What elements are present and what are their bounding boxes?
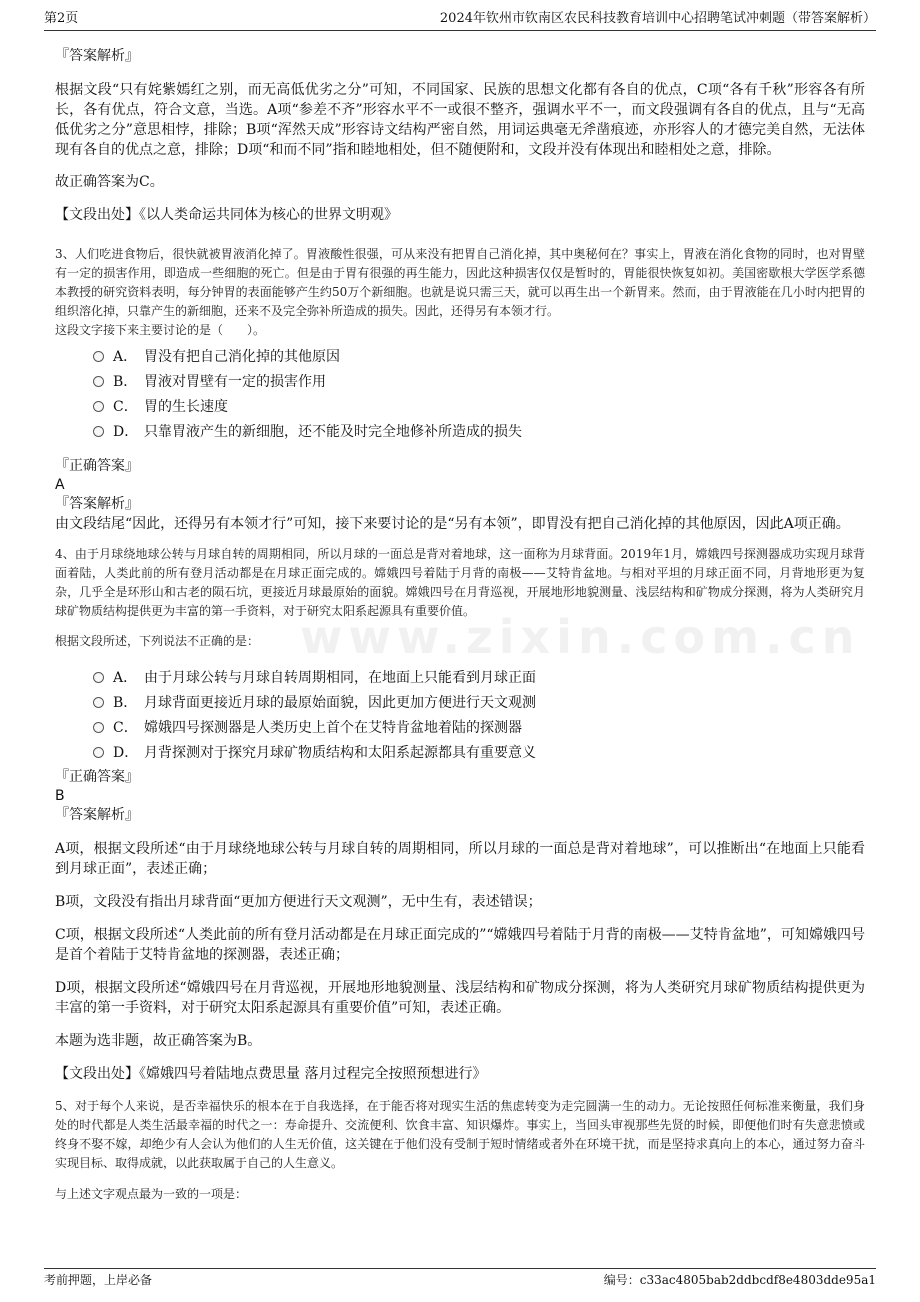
correct-answer-label: 『正确答案』 [55,458,139,474]
radio-icon[interactable] [93,376,104,387]
radio-icon[interactable] [93,351,104,362]
q3-stem: 3、人们吃进食物后，很快就被胃液消化掉了。胃液酸性很强，可从来没有把胃自己消化掉，其中奥秘何在？事实上，胃液在消化食物的同时，也对胃壁有一定的损害作用，即造成一些细胞的死亡。但是由于胃有很强的再生能力，因此这种损害仅仅是暂时的，胃能很快恢复如初。美国密歇根大学医学系德本教授的研究资料表明，每分钟胃的表面能够产生约50万个新细胞。也就是说只需三天，就可以再生出一个新胃来。然而，由于胃液能在几小时内把胃的组织溶化掉，只靠产生的新细胞，还来不及完全弥补所造成的损失。因此，还得另有本领才行。 [55,247,865,318]
page-footer [44,1268,876,1291]
q5-stem: 5、对于每个人来说，是否幸福快乐的根本在于自我选择，在于能否将对现实生活的焦虑转变为走完圆满一生的动力。无论按照任何标准来衡量，我们身处的时代都是人类生活最幸福的时代之一：寿命提升、交流便利、饮食丰富、知识爆炸。事实上，当回头审视那些先贤的时候，即便他们时有失意悲愤或终身不娶不嫁，却绝少有人会认为他们的人生无价值，这关键在于他们没有受制于短时情绪或者外在环境干扰，而是坚持求真向上的本心，通过努力奋斗实现目标、取得成就，以此获取属于自己的人生意义。 [55,1099,865,1170]
q2-conclusion: 故正确答案为C。 [55,174,164,190]
radio-icon[interactable] [93,722,104,733]
q4-option-c[interactable]: C． 嫦娥四号探测器是人类历史上首个在艾特肯盆地着陆的探测器 [93,715,865,740]
q4-source-title: 《嫦娥四号着陆地点费思量 落月过程完全按照预想进行》 [139,1066,487,1082]
answer-analysis-label: 『答案解析』 [55,807,139,823]
q4-analysis-b: B项，文段没有指出月球背面“更加方便进行天文观测”，无中生有，表述错误； [55,894,542,910]
q3-analysis: 由文段结尾“因此，还得另有本领才行”可知，接下来要讨论的是“另有本领”，即胃没有把自己消化掉的其他原因，因此A项正确。 [55,516,850,532]
q4-prompt: 根据文段所述，下列说法不正确的是： [55,634,260,648]
q4-answer: B [55,788,65,804]
q4-conclusion: 本题为选非题，故正确答案为B。 [55,1033,262,1049]
q4-analysis-a: A项，根据文段所述“由于月球绕地球公转与月球自转的周期相同，所以月球的一面总是背对着地球”，可以推断出“在地面上只能看到月球正面”，表述正确； [55,841,865,877]
q4-option-b[interactable]: B． 月球背面更接近月球的最原始面貌，因此更加方便进行天文观测 [93,690,865,715]
answer-analysis-label: 『答案解析』 [55,48,139,64]
source-label: 【文段出处】 [55,207,139,223]
radio-icon[interactable] [93,672,104,683]
q4-option-a[interactable]: A． 由于月球公转与月球自转周期相同，在地面上只能看到月球正面 [93,665,865,690]
page-header [44,8,876,31]
q2-analysis: 根据文段“只有姹紫嫣红之别，而无高低优劣之分”可知，不同国家、民族的思想文化都有各自的优点，C项“各有千秋”形容各有所长，各有优点，符合文意，当选。A项“参差不齐”形容水平不一或很不整齐，强调水平不一，而文段强调有各自的优点，且与“无高低优劣之分”意思相悖，排除；B项“浑然天成”形容诗文结构严密自然，用词运典毫无斧凿痕迹，亦形容人的才德完美自然，无法体现有各自的优点之意，排除；D项“和而不同”指和睦地相处，但不随便附和，文段并没有体现出和睦相处之意，排除。 [55,82,865,158]
q4-analysis-c: C项，根据文段所述“人类此前的所有登月活动都是在月球正面完成的”“嫦娥四号着陆于月背的南极——艾特肯盆地”，可知嫦娥四号是首个着陆于艾特肯盆地的探测器，表述正确； [55,927,865,963]
q2-source-title: 《以人类命运共同体为核心的世界文明观》 [139,207,398,223]
q4-source [55,1064,865,1084]
q4-analysis-d: D项，根据文段所述“嫦娥四号在月背巡视，开展地形地貌测量、浅层结构和矿物成分探测，将为人类研究月球矿物质结构提供更为丰富的第一手资料，对于研究太阳系起源具有重要价值”可知，表述正确。 [55,980,865,1016]
document-id: 编号：c33ac4805bab2ddbcdf8e4803dde95a1 [603,1273,876,1287]
q3-prompt: 这段文字接下来主要讨论的是（ ）。 [55,323,266,337]
q3-option-a[interactable]: A． 胃没有把自己消化掉的其他原因 [93,344,865,369]
q5-prompt: 与上述文字观点最为一致的一项是： [55,1187,248,1201]
q4-option-d[interactable]: D． 月背探测对于探究月球矿物质结构和太阳系起源都具有重要意义 [93,740,865,765]
radio-icon[interactable] [93,697,104,708]
answer-analysis-label: 『答案解析』 [55,496,139,512]
q3-options [55,344,865,444]
correct-answer-label: 『正确答案』 [55,769,139,785]
q3-option-c[interactable]: C． 胃的生长速度 [93,394,865,419]
watermark: www.zixin.com.cn [300,610,861,664]
radio-icon[interactable] [93,401,104,412]
radio-icon[interactable] [93,426,104,437]
footer-slogan: 考前押题，上岸必备 [44,1273,153,1287]
source-label: 【文段出处】 [55,1066,139,1082]
radio-icon[interactable] [93,747,104,758]
document-title: 2024年钦州市钦南区农民科技教育培训中心招聘笔试冲刺题（带答案解析） [439,11,876,26]
q4-options [55,665,865,765]
q3-answer: A [55,477,65,493]
page-number: 第2页 [44,11,79,26]
q3-option-d[interactable]: D． 只靠胃液产生的新细胞，还不能及时完全地修补所造成的损失 [93,419,865,444]
q2-source [55,205,865,225]
q3-option-b[interactable]: B． 胃液对胃壁有一定的损害作用 [93,369,865,394]
q4-stem: 4、由于月球绕地球公转与月球自转的周期相同，所以月球的一面总是背对着地球，这一面称为月球背面。2019年1月，嫦娥四号探测器成功实现月球背面着陆，人类此前的所有登月活动都是在月球正面完成的。嫦娥四号着陆于月背的南极——艾特肯盆地。与相对平坦的月球正面不同，月背地形更为复杂，几乎全是环形山和古老的陨石坑，更接近月球最原始的面貌。嫦娥四号在月背巡视，开展地形地貌测量、浅层结构和矿物成分探测，将为人类研究月球矿物质结构提供更为丰富的第一手资料，对于研究太阳系起源具有重要价值。 [55,547,865,618]
page-content [55,40,865,1204]
